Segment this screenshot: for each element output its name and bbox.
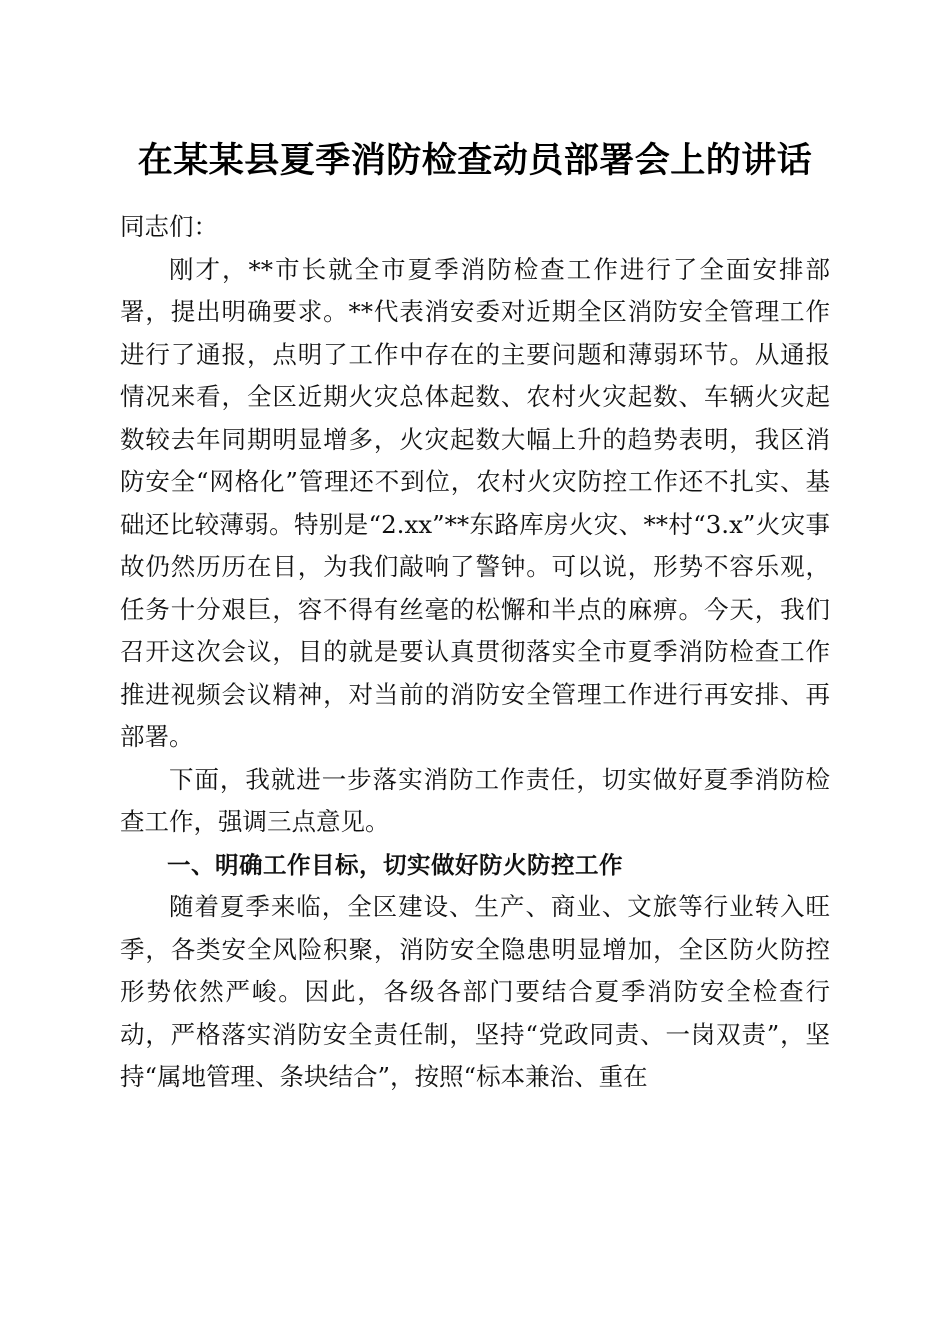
section-heading-1: 一、明确工作目标，切实做好防火防控工作 <box>167 850 623 879</box>
paragraph-transition: 下面，我就进一步落实消防工作责任，切实做好夏季消防检查工作，强调三点意见。 <box>120 764 830 836</box>
salutation: 同志们： <box>120 212 218 241</box>
paragraph-section-1: 随着夏季来临，全区建设、生产、商业、文旅等行业转入旺季，各类安全风险积聚，消防安全隐患明显增加，全区防火防控形势依然严峻。因此，各级各部门要结合夏季消防安全检查行动，严格落实消防安全责任制，坚持“党政同责、一岗双责”，坚持“属地管理、条块结合”，按照“标本兼治、重在 <box>120 892 830 1091</box>
paragraph-opening: 刚才，**市长就全市夏季消防检查工作进行了全面安排部署，提出明确要求。**代表消安委对近期全区消防安全管理工作进行了通报，点明了工作中存在的主要问题和薄弱环节。从通报情况来看，全区近期火灾总体起数、农村火灾起数、车辆火灾起数较去年同期明显增多，火灾起数大幅上升的趋势表明，我区消防安全“网格化”管理还不到位，农村火灾防控工作还不扎实、基础还比较薄弱。特别是“2.xx”**东路库房火灾、**村“3.x”火灾事故仍然历历在目，为我们敲响了警钟。可以说，形势不容乐观，任务十分艰巨，容不得有丝毫的松懈和半点的麻痹。今天，我们召开这次会议，目的就是要认真贯彻落实全市夏季消防检查工作推进视频会议精神，对当前的消防安全管理工作进行再安排、再部署。 <box>120 254 830 751</box>
document-title: 在某某县夏季消防检查动员部署会上的讲话 <box>137 140 813 181</box>
document-body <box>120 206 830 1099</box>
